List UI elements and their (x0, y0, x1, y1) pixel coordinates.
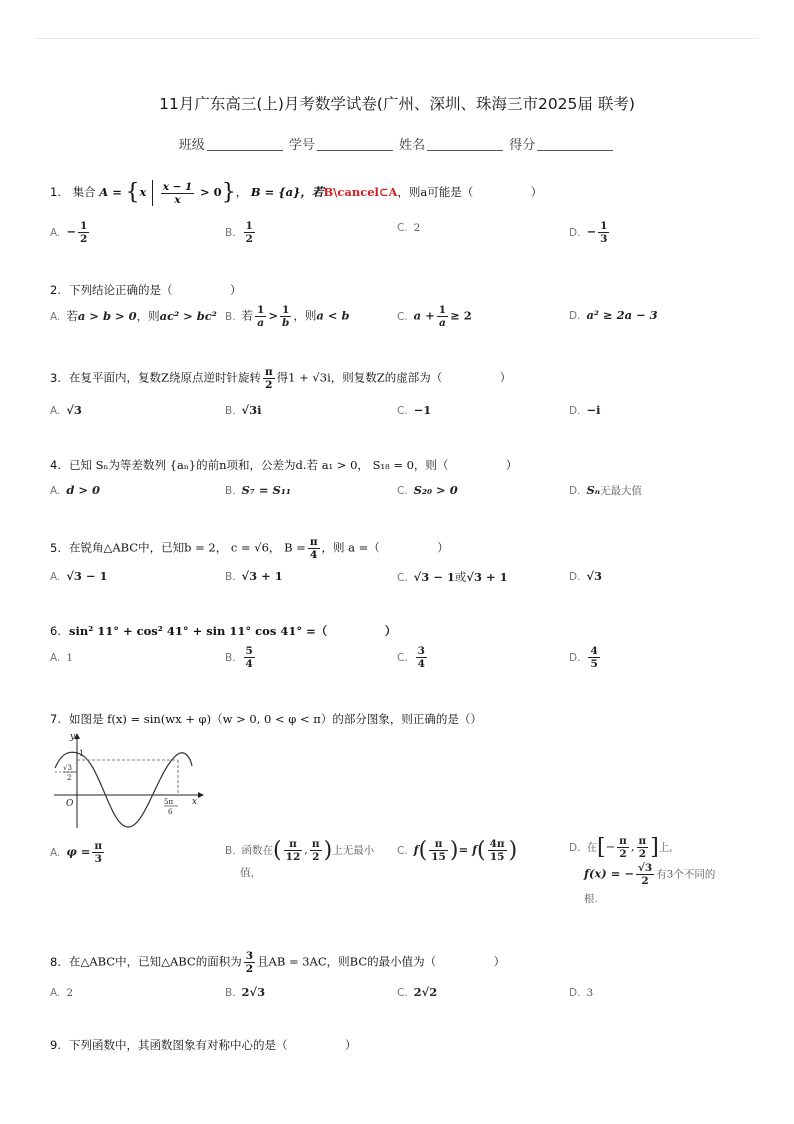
stem-text: 下列结论正确的是（ ） (68, 283, 242, 297)
score-field[interactable] (537, 137, 613, 151)
question-5: 5. 在锐角△ABC中，已知b = 2， c = √6， B = $\frac{\pi}{4}$ ，则 a =（ ） (50, 536, 449, 561)
option-6b[interactable]: B. $\frac{5}{4}$ (225, 645, 253, 670)
stem-math: A = (99, 185, 122, 199)
stem-text: ，则a可能是（ ） (397, 185, 543, 199)
id-field[interactable] (317, 137, 393, 151)
option-4c[interactable]: C. S₂₀ > 0 (397, 483, 458, 497)
one-label: 1 (79, 749, 85, 758)
page-title: 11月广东高三(上)月考数学试卷(广州、深圳、珠海三市2025届 联考) (159, 95, 635, 113)
stem-text: 下列函数中，其函数图象有对称中心的是（ ） (68, 1038, 357, 1052)
option-2a[interactable]: A. 若a > b > 0，则ac² > bc² (50, 309, 217, 323)
option-7a[interactable]: A. φ = $\frac{\pi}{3}$ (50, 840, 103, 865)
student-info-row (0, 134, 794, 153)
option-7b[interactable]: B. 函数在( $\frac{\pi}{12}$ , $\frac{\pi}{2}$ )上无最小 值， (225, 837, 375, 879)
stem-fraction: $\frac{x - 1}{x}$ (162, 180, 193, 206)
origin-label: O (66, 799, 74, 809)
question-number: 6. (50, 624, 61, 638)
question-number: 3. (50, 370, 61, 385)
option-4d[interactable]: D. Sₙ无最大值 (569, 483, 643, 497)
option-2c[interactable]: C. a + $\frac{1}{a}$ ≥ 2 (397, 304, 472, 329)
option-5d[interactable]: D. √3 (569, 569, 602, 583)
option-5a[interactable]: A. √3 − 1 (50, 569, 108, 583)
option-3c[interactable]: C. −1 (397, 403, 432, 417)
five-pi-label: 5π (164, 798, 174, 806)
y-label: y (70, 732, 76, 742)
option-5c[interactable]: C. √3 − 1或√3 + 1 (397, 570, 508, 584)
option-8c[interactable]: C. 2√2 (397, 985, 438, 999)
question-number: 2. (50, 283, 61, 297)
sine-graph (50, 730, 210, 830)
option-3b[interactable]: B. √3i (225, 403, 262, 417)
six-label: 6 (168, 808, 173, 816)
sqrt3-label: √3 (63, 764, 72, 772)
option-5b[interactable]: B. √3 + 1 (225, 569, 283, 583)
stem-text: 在锐角△ABC中，已知b = 2， c = √6， B = (68, 540, 306, 555)
top-divider (36, 38, 758, 39)
question-number: 7. (50, 712, 61, 726)
two-label: 2 (67, 774, 72, 782)
option-2d[interactable]: D. a² ≥ 2a − 3 (569, 308, 658, 322)
option-8d[interactable]: D. 3 (569, 987, 594, 999)
question-number: 9. (50, 1038, 61, 1052)
question-4 (50, 457, 517, 473)
question-7 (50, 711, 482, 727)
option-8a[interactable]: A. 2 (50, 987, 74, 999)
option-4a[interactable]: A. d > 0 (50, 483, 101, 497)
question-number: 1. (50, 185, 61, 199)
question-number: 5. (50, 540, 61, 555)
stem-text: ，则 a =（ ） (321, 540, 449, 555)
option-1b[interactable]: B. $\frac{1}{2}$ (225, 220, 253, 245)
stem-math: x (139, 185, 147, 199)
option-7c[interactable]: C. f( $\frac{\pi}{15}$ )= f( $\frac{4\pi}{15}$ ) (397, 837, 518, 863)
stem-math: > 0 (200, 185, 222, 199)
option-3a[interactable]: A. √3 (50, 403, 82, 417)
class-field[interactable] (207, 137, 283, 151)
option-1a[interactable]: A. − $\frac{1}{2}$ (50, 220, 88, 245)
stem-text: 且AB = 3AC，则BC的最小值为（ ） (257, 954, 506, 969)
option-6d[interactable]: D. $\frac{4}{5}$ (569, 645, 598, 670)
name-label: 姓名 (399, 138, 426, 153)
option-6a[interactable]: A. 1 (50, 652, 74, 664)
id-label: 学号 (288, 138, 315, 153)
stem-text: 得1 + √3i，则复数Z的虚部为（ ） (276, 370, 512, 385)
brace-close: } (221, 180, 236, 205)
question-2 (50, 282, 241, 298)
question-3: 3. 在复平面内，复数Z绕原点逆时针旋转 $\frac{\pi}{2}$ 得1 + √3i，则复数Z的虚部为（ ） (50, 366, 512, 391)
option-7d-line3: 根. (584, 893, 598, 905)
question-9 (50, 1037, 356, 1053)
question-1: 1. 集合 A = {x $\frac{x - 1}{x}$ > 0}， B = {a}，若B\cancel⊂A，则a可能是（ ） (50, 180, 543, 206)
option-2b[interactable]: B. 若 $\frac{1}{a}$ > $\frac{1}{b}$ ，则a < b (225, 304, 350, 329)
x-axis-arrow (198, 792, 204, 798)
question-6 (50, 623, 396, 639)
stem-text: 已知 Sₙ为等差数列 {aₙ}的前n项和，公差为d.若 a₁ > 0， S₁₈ = 0，则（ ） (68, 458, 518, 472)
option-6c[interactable]: C. $\frac{3}{4}$ (397, 645, 425, 670)
set-bar (152, 180, 153, 206)
question-number: 8. (50, 954, 61, 969)
x-label: x (192, 797, 198, 807)
stem-text: 在△ABC中，已知△ABC的面积为 (68, 954, 242, 969)
brace-open: { (125, 180, 140, 205)
question-8: 8. 在△ABC中，已知△ABC的面积为 $\frac{3}{2}$ 且AB = 3AC，则BC的最小值为（ ） (50, 950, 506, 975)
stem-text: sin² 11° + cos² 41° + sin 11° cos 41° =（ ） (68, 624, 397, 638)
name-field[interactable] (427, 137, 503, 151)
stem-math: B = {a}，若 (250, 185, 324, 199)
score-label: 得分 (509, 138, 536, 153)
option-7b-line2: 值， (240, 867, 261, 879)
class-label: 班级 (178, 138, 205, 153)
option-1d[interactable]: D. − $\frac{1}{3}$ (569, 220, 608, 245)
option-3d[interactable]: D. −i (569, 403, 601, 417)
option-8b[interactable]: B. 2√3 (225, 985, 266, 999)
stem-text: 在复平面内，复数Z绕原点逆时针旋转 (68, 370, 261, 385)
stem-text: 集合 (72, 185, 96, 199)
option-7d[interactable]: D. 在[− $\frac{\pi}{2}$ , $\frac{\pi}{2}$ ]上, f(x) = − $\frac{√3}{2}$ 有3个不同的 根. (569, 834, 716, 905)
option-1c[interactable]: C. 2 (397, 222, 421, 234)
latex-error-text: B\cancel⊂A (323, 185, 398, 199)
question-number: 4. (50, 458, 61, 472)
option-4b[interactable]: B. S₇ = S₁₁ (225, 483, 291, 497)
stem-text: 如图是 f(x) = sin(wx + φ)（w > 0, 0 < φ < π）的部分图象，则正确的是（） (68, 712, 482, 726)
